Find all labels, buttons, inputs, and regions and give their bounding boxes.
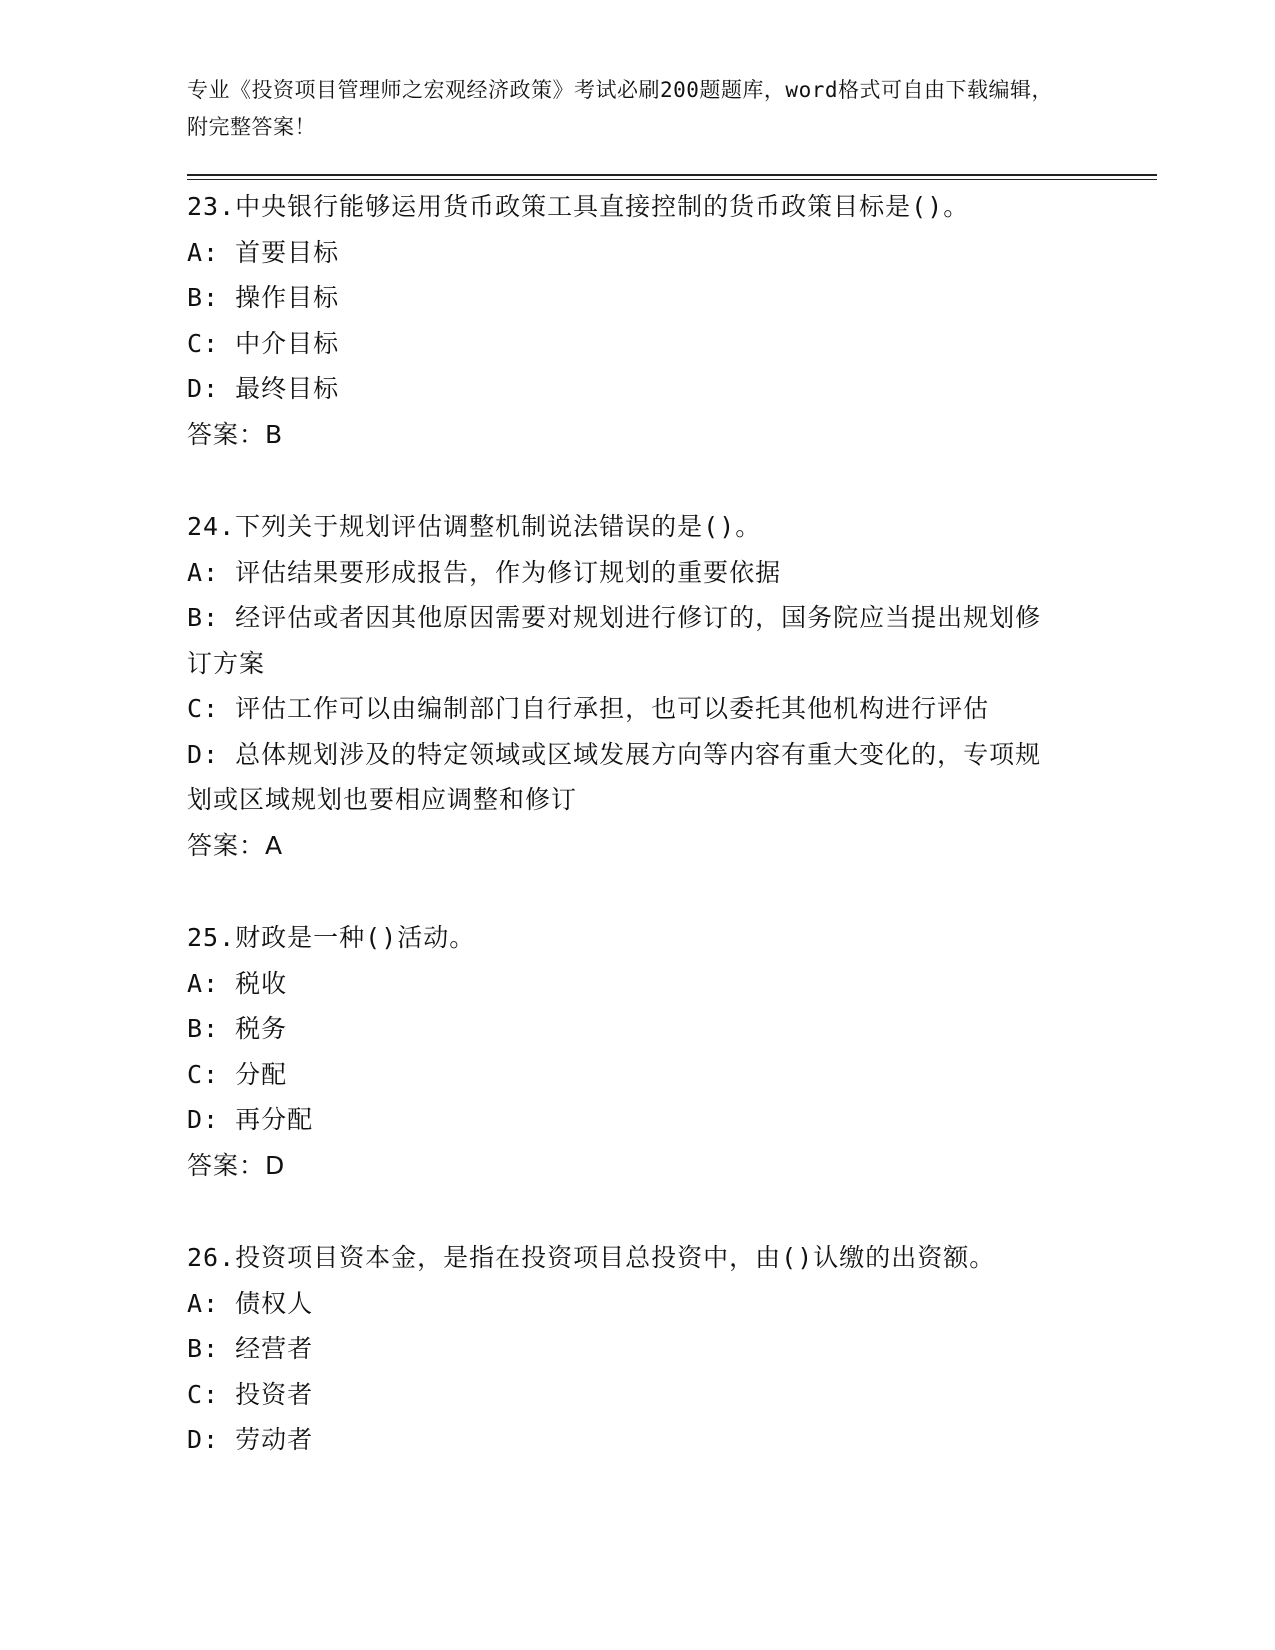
question-block [187, 184, 1157, 457]
question-option-b: B: 税务 [187, 1014, 288, 1043]
question-option-a: A: 税收 [187, 968, 288, 998]
question-answer: 答案：D [187, 1150, 286, 1180]
question-option-a: A: 债权人 [187, 1288, 314, 1318]
question-option-a: A: 评估结果要形成报告，作为修订规划的重要依据 [187, 557, 782, 587]
question-option-c: C: 中介目标 [187, 328, 340, 358]
question-option-c: C: 投资者 [187, 1379, 314, 1409]
question-stem: 24.下列关于规划评估调整机制说法错误的是()。 [187, 512, 762, 541]
question-stem: 23.中央银行能够运用货币政策工具直接控制的货币政策目标是()。 [187, 192, 970, 221]
question-option-d: D: 最终目标 [187, 374, 340, 403]
question-stem: 25.财政是一种()活动。 [187, 923, 476, 952]
document-page [187, 72, 1157, 1510]
question-stem: 26.投资项目资本金，是指在投资项目总投资中，由()认缴的出资额。 [187, 1243, 996, 1272]
question-answer: 答案：B [187, 419, 284, 449]
document-header-text: 专业《投资项目管理师之宏观经济政策》考试必刷200题题库，word格式可自由下载编辑，附完整答案！ [187, 78, 1053, 139]
question-option-c: C: 分配 [187, 1059, 288, 1089]
question-option-d: D: 总体规划涉及的特定领域或区域发展方向等内容有重大变化的，专项规划或区域规划也要相应调整和修订 [187, 739, 1042, 814]
question-option-d: D: 再分配 [187, 1105, 314, 1134]
question-block [187, 1235, 1157, 1463]
question-option-c: C: 评估工作可以由编制部门自行承担，也可以委托其他机构进行评估 [187, 694, 990, 723]
question-option-b: B: 经营者 [187, 1334, 314, 1363]
question-answer: 答案：A [187, 830, 284, 860]
question-option-b: B: 操作目标 [187, 283, 340, 312]
question-block [187, 504, 1157, 868]
question-option-d: D: 劳动者 [187, 1425, 314, 1454]
question-block [187, 915, 1157, 1188]
header-divider [187, 174, 1157, 180]
question-option-a: A: 首要目标 [187, 237, 340, 267]
question-option-b: B: 经评估或者因其他原因需要对规划进行修订的，国务院应当提出规划修订方案 [187, 603, 1042, 678]
